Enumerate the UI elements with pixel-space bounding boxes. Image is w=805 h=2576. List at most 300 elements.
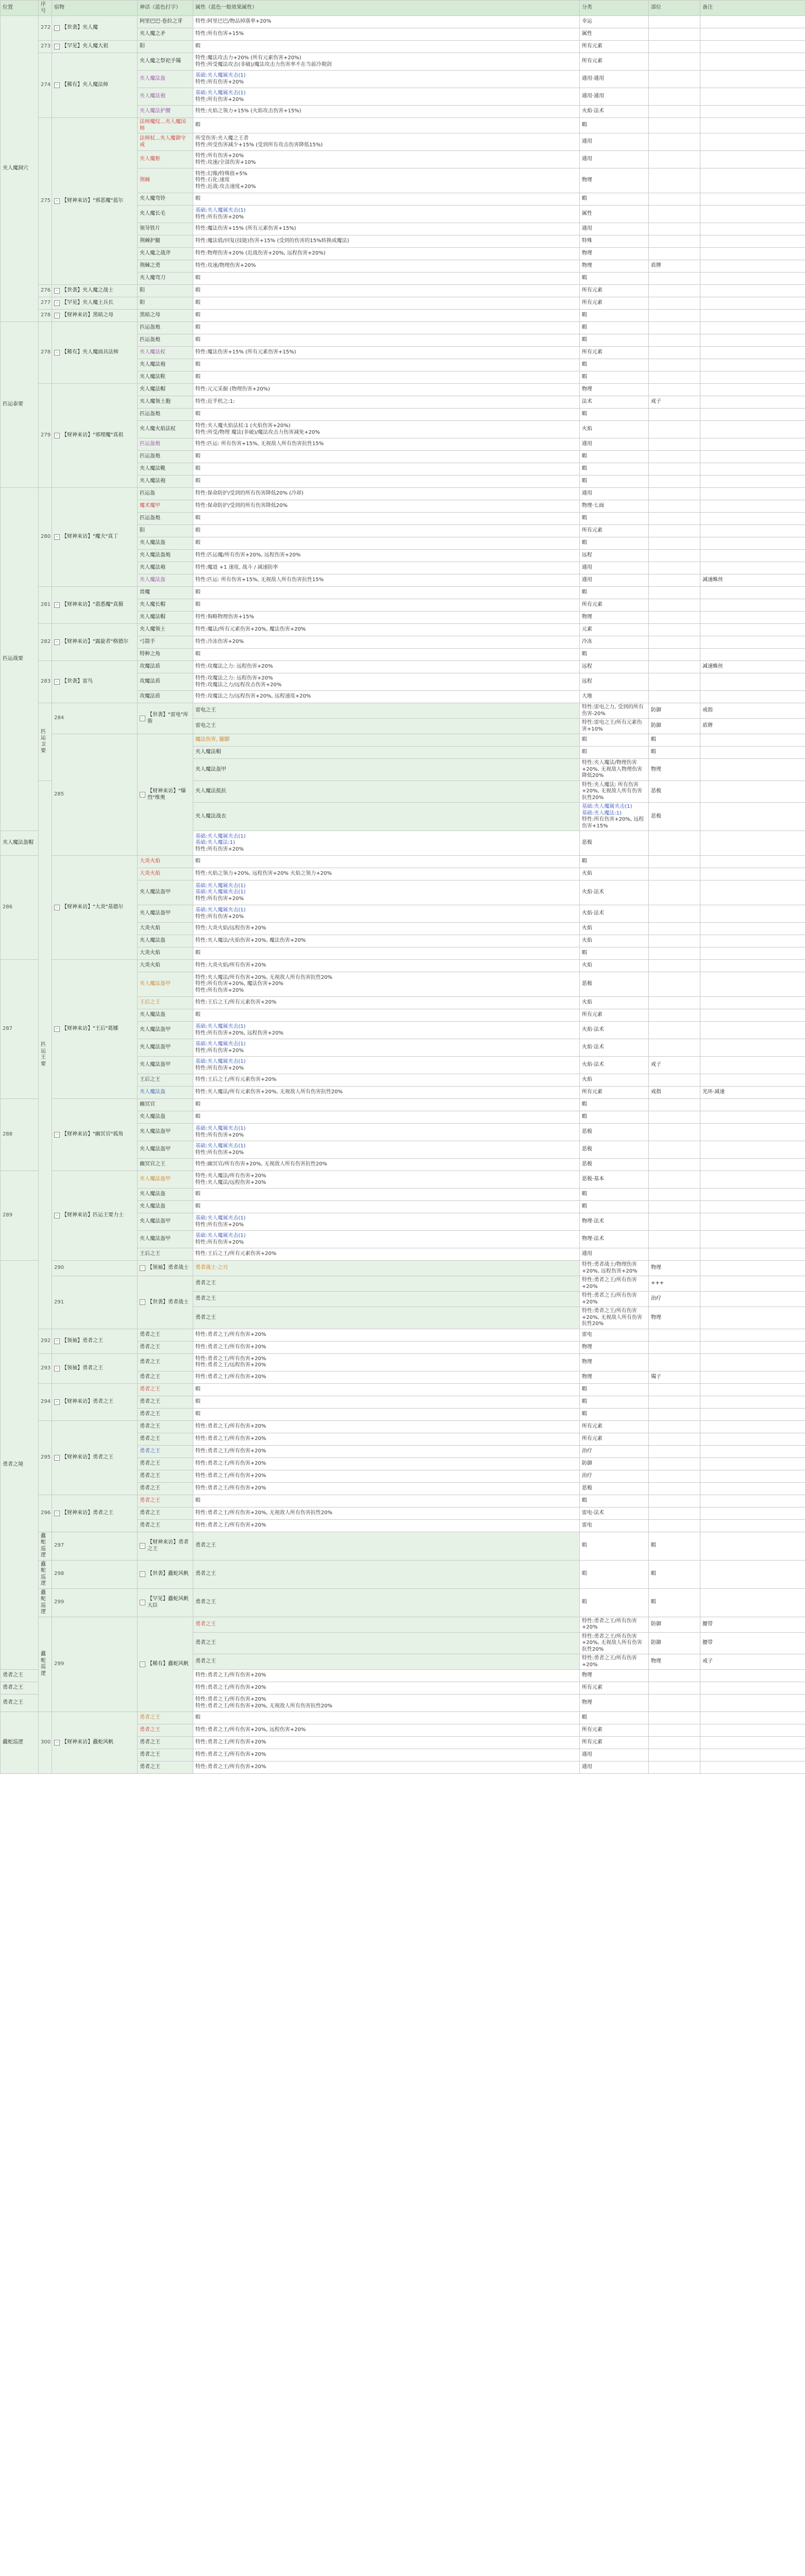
- item-cell[interactable]: 夹人魔法盔甲: [138, 1057, 193, 1074]
- category-cell[interactable]: 通用: [580, 1248, 649, 1261]
- slot-cell[interactable]: [649, 151, 700, 168]
- effects-cell[interactable]: [580, 781, 649, 803]
- slot-cell[interactable]: [700, 1276, 805, 1292]
- effects-cell[interactable]: [193, 1087, 580, 1099]
- category-cell[interactable]: 法术: [580, 396, 649, 409]
- category-cell[interactable]: 暇: [580, 359, 649, 371]
- note-cell[interactable]: [700, 649, 805, 661]
- item-cell[interactable]: 勇者之王: [138, 1383, 193, 1396]
- slot-cell[interactable]: [649, 463, 700, 476]
- category-cell[interactable]: 火焰: [580, 935, 649, 947]
- source-cell[interactable]: [138, 703, 193, 734]
- item-cell[interactable]: 夹人魔法盔: [138, 1201, 193, 1213]
- effects-cell[interactable]: [193, 1353, 580, 1371]
- item-cell[interactable]: 夹人魔法抵抗: [193, 781, 580, 803]
- collapse-icon[interactable]: -: [140, 1600, 145, 1605]
- source-cell[interactable]: [52, 16, 138, 41]
- effects-cell[interactable]: [193, 71, 580, 88]
- category-cell[interactable]: 暇: [580, 856, 649, 868]
- item-cell[interactable]: 雷电之王: [193, 719, 580, 734]
- item-cell[interactable]: 勇者之王: [138, 1353, 193, 1371]
- slot-cell[interactable]: [649, 1458, 700, 1470]
- category-cell[interactable]: 暇: [580, 1495, 649, 1507]
- category-cell[interactable]: 通用: [580, 562, 649, 574]
- item-cell[interactable]: 夹人魔法战衣: [193, 803, 580, 831]
- note-cell[interactable]: [700, 562, 805, 574]
- collapse-icon[interactable]: -: [54, 300, 60, 306]
- category-cell[interactable]: 暇: [580, 513, 649, 525]
- note-cell[interactable]: [700, 905, 805, 923]
- slot-cell[interactable]: [649, 1682, 700, 1694]
- effects-cell[interactable]: [193, 273, 580, 285]
- item-cell[interactable]: 夹人魔法帽: [138, 384, 193, 396]
- note-cell[interactable]: [700, 1329, 805, 1341]
- item-cell[interactable]: 夹人魔法盔: [138, 71, 193, 88]
- effects-cell[interactable]: [193, 1712, 580, 1724]
- index-cell[interactable]: 278: [39, 322, 52, 384]
- index-cell[interactable]: 292: [39, 1329, 52, 1353]
- slot-cell[interactable]: [649, 476, 700, 488]
- effects-cell[interactable]: [193, 550, 580, 562]
- effects-cell[interactable]: [193, 880, 580, 905]
- slot-cell[interactable]: [649, 28, 700, 41]
- effects-cell[interactable]: [580, 1617, 649, 1632]
- category-cell[interactable]: 物理: [580, 1694, 649, 1712]
- category-cell[interactable]: 物理: [580, 1353, 649, 1371]
- item-cell[interactable]: 匹运盔炮: [138, 322, 193, 334]
- note-cell[interactable]: [700, 1124, 805, 1141]
- note-cell[interactable]: [700, 118, 805, 133]
- index-cell[interactable]: 297: [52, 1532, 138, 1560]
- index-cell[interactable]: 281: [39, 587, 52, 624]
- note-cell[interactable]: [700, 1201, 805, 1213]
- item-cell[interactable]: 勇者之王: [138, 1341, 193, 1353]
- index-cell[interactable]: 288: [1, 1099, 39, 1171]
- item-cell[interactable]: 勇者之王: [138, 1420, 193, 1433]
- item-cell[interactable]: 大炎火焰: [138, 947, 193, 960]
- note-cell[interactable]: [700, 1670, 805, 1682]
- item-cell[interactable]: 夹人魔火焰法杖: [138, 421, 193, 438]
- note-cell[interactable]: [700, 612, 805, 624]
- source-cell[interactable]: [52, 1383, 138, 1420]
- category-cell[interactable]: 所有元素: [580, 1433, 649, 1445]
- category-cell[interactable]: 暇: [580, 451, 649, 463]
- slot-cell[interactable]: [649, 997, 700, 1009]
- index-cell[interactable]: 290: [52, 1261, 138, 1276]
- effects-cell[interactable]: [193, 960, 580, 972]
- item-cell[interactable]: 雷电之王: [193, 703, 580, 719]
- slot-cell[interactable]: [649, 106, 700, 118]
- source-cell[interactable]: [52, 661, 138, 703]
- item-cell[interactable]: 勇者之王: [193, 1654, 580, 1670]
- category-cell[interactable]: 防御: [649, 719, 700, 734]
- slot-cell[interactable]: [649, 1009, 700, 1022]
- effects-cell[interactable]: [193, 1507, 580, 1519]
- item-cell[interactable]: 夹人魔法盔: [138, 935, 193, 947]
- effects-cell[interactable]: [193, 1159, 580, 1171]
- note-cell[interactable]: [700, 525, 805, 537]
- source-cell[interactable]: [138, 1276, 193, 1329]
- index-cell[interactable]: 293: [39, 1353, 52, 1383]
- category-cell[interactable]: 大地: [580, 691, 649, 703]
- category-cell[interactable]: 通用: [580, 1761, 649, 1774]
- effects-cell[interactable]: [193, 53, 580, 71]
- category-cell[interactable]: 通用: [580, 438, 649, 451]
- item-cell[interactable]: 夹人魔法帽: [138, 612, 193, 624]
- note-cell[interactable]: [700, 151, 805, 168]
- index-cell[interactable]: 272: [39, 16, 52, 41]
- effects-cell[interactable]: [193, 525, 580, 537]
- note-cell[interactable]: [700, 880, 805, 905]
- source-cell[interactable]: [52, 41, 138, 53]
- effects-cell[interactable]: [193, 1329, 580, 1341]
- effects-cell[interactable]: [193, 1737, 580, 1749]
- slot-cell[interactable]: [649, 235, 700, 248]
- slot-cell[interactable]: [649, 421, 700, 438]
- category-cell[interactable]: 火焰: [580, 960, 649, 972]
- item-cell[interactable]: 勇者之王: [193, 1588, 580, 1617]
- category-cell[interactable]: 暇: [580, 947, 649, 960]
- note-cell[interactable]: [700, 260, 805, 273]
- effects-cell[interactable]: [580, 719, 649, 734]
- source-cell[interactable]: [52, 322, 138, 384]
- slot-cell[interactable]: [649, 1495, 700, 1507]
- slot-cell[interactable]: [649, 923, 700, 935]
- note-cell[interactable]: [700, 235, 805, 248]
- category-cell[interactable]: 属性: [580, 28, 649, 41]
- index-cell[interactable]: 289: [1, 1171, 39, 1261]
- item-cell[interactable]: 勇者之王: [193, 1632, 580, 1654]
- item-cell[interactable]: 勇者战士·之刃: [193, 1261, 580, 1276]
- effects-cell[interactable]: [193, 972, 580, 997]
- slot-cell[interactable]: [649, 168, 700, 193]
- source-cell[interactable]: [52, 624, 138, 661]
- category-cell[interactable]: 雷电: [580, 1329, 649, 1341]
- note-cell[interactable]: [700, 868, 805, 880]
- column-header-note[interactable]: 备注: [700, 1, 805, 16]
- note-cell[interactable]: [700, 1341, 805, 1353]
- collapse-icon[interactable]: -: [140, 1662, 145, 1667]
- effects-cell[interactable]: [193, 1039, 580, 1057]
- category-cell[interactable]: 物理: [580, 1670, 649, 1682]
- effects-cell[interactable]: [193, 1420, 580, 1433]
- effects-cell[interactable]: [193, 636, 580, 649]
- item-cell[interactable]: 勇者之王: [138, 1519, 193, 1532]
- category-cell[interactable]: 恶极: [580, 1141, 649, 1159]
- source-cell[interactable]: [52, 960, 138, 1099]
- category-cell[interactable]: 恶极: [580, 1482, 649, 1495]
- item-cell[interactable]: 勇者之王: [138, 1749, 193, 1761]
- slot-cell[interactable]: [649, 599, 700, 612]
- effects-cell[interactable]: [193, 106, 580, 118]
- effects-cell[interactable]: [193, 488, 580, 500]
- effects-cell[interactable]: [193, 1124, 580, 1141]
- note-cell[interactable]: [700, 273, 805, 285]
- note-cell[interactable]: [700, 1353, 805, 1371]
- item-cell[interactable]: 大炎火焰: [138, 868, 193, 880]
- note-cell[interactable]: [700, 960, 805, 972]
- item-cell[interactable]: 阳: [138, 41, 193, 53]
- effects-cell[interactable]: [193, 673, 580, 691]
- effects-cell[interactable]: [193, 451, 580, 463]
- slot-cell[interactable]: [649, 1353, 700, 1371]
- note-cell[interactable]: [700, 421, 805, 438]
- note-cell[interactable]: [700, 1159, 805, 1171]
- source-cell[interactable]: [52, 384, 138, 488]
- note-cell[interactable]: [700, 476, 805, 488]
- category-cell[interactable]: 暇: [580, 537, 649, 550]
- slot-cell[interactable]: [649, 1111, 700, 1124]
- collapse-icon[interactable]: -: [54, 639, 60, 645]
- item-cell[interactable]: 阳: [138, 297, 193, 310]
- position-cell[interactable]: 匹运王要: [39, 781, 52, 1329]
- index-cell[interactable]: 298: [52, 1560, 138, 1588]
- slot-cell[interactable]: [649, 1396, 700, 1408]
- note-cell[interactable]: [700, 1171, 805, 1189]
- effects-cell[interactable]: [193, 624, 580, 636]
- item-cell[interactable]: 勇者之王: [138, 1507, 193, 1519]
- note-cell[interactable]: [700, 935, 805, 947]
- item-cell[interactable]: 夹人魔之祭祀手镯: [138, 53, 193, 71]
- collapse-icon[interactable]: -: [54, 905, 60, 910]
- effects-cell[interactable]: [193, 537, 580, 550]
- effects-cell[interactable]: [193, 1495, 580, 1507]
- collapse-icon[interactable]: -: [140, 792, 145, 798]
- category-cell[interactable]: 雷电·法术: [580, 1507, 649, 1519]
- category-cell[interactable]: 暇: [649, 1588, 700, 1617]
- item-cell[interactable]: 夹人魔法盔: [138, 1087, 193, 1099]
- slot-cell[interactable]: [649, 673, 700, 691]
- effects-cell[interactable]: [580, 759, 649, 781]
- item-cell[interactable]: 勇者之王: [193, 1276, 580, 1292]
- category-cell[interactable]: 通用: [580, 223, 649, 235]
- slot-cell[interactable]: [700, 734, 805, 747]
- category-cell[interactable]: 物理: [580, 1371, 649, 1383]
- slot-cell[interactable]: [649, 451, 700, 463]
- note-cell[interactable]: [700, 1749, 805, 1761]
- item-cell[interactable]: 勇者之王: [193, 1307, 580, 1329]
- note-cell[interactable]: [700, 550, 805, 562]
- collapse-icon[interactable]: -: [140, 1543, 145, 1549]
- note-cell[interactable]: [700, 71, 805, 88]
- note-cell[interactable]: [700, 1482, 805, 1495]
- effects-cell[interactable]: [193, 206, 580, 223]
- effects-cell[interactable]: [580, 1276, 649, 1292]
- item-cell[interactable]: 大炎火焰: [138, 856, 193, 868]
- slot-cell[interactable]: [649, 947, 700, 960]
- category-cell[interactable]: 元素: [580, 624, 649, 636]
- effects-cell[interactable]: [193, 41, 580, 53]
- note-cell[interactable]: [700, 1248, 805, 1261]
- item-cell[interactable]: 勇者之王: [138, 1712, 193, 1724]
- item-cell[interactable]: 夹人魔法杖: [138, 347, 193, 359]
- effects-cell[interactable]: [193, 1213, 580, 1231]
- note-cell[interactable]: [700, 310, 805, 322]
- effects-cell[interactable]: [193, 151, 580, 168]
- effects-cell[interactable]: [193, 513, 580, 525]
- slot-cell[interactable]: [649, 905, 700, 923]
- category-cell[interactable]: 通用: [580, 1749, 649, 1761]
- index-cell[interactable]: 284: [52, 703, 138, 734]
- category-cell[interactable]: 属性: [580, 206, 649, 223]
- item-cell[interactable]: 夹人魔领土: [138, 624, 193, 636]
- note-cell[interactable]: [700, 1694, 805, 1712]
- category-cell[interactable]: 通用: [580, 574, 649, 587]
- effects-cell[interactable]: [193, 947, 580, 960]
- column-header-position[interactable]: 位置: [1, 1, 39, 16]
- category-cell[interactable]: 物理: [580, 248, 649, 260]
- effects-cell[interactable]: [193, 1248, 580, 1261]
- slot-cell[interactable]: [649, 972, 700, 997]
- effects-cell[interactable]: [193, 1408, 580, 1420]
- effects-cell[interactable]: [193, 1761, 580, 1774]
- effects-cell[interactable]: [193, 661, 580, 673]
- item-cell[interactable]: 勇者之王: [138, 1329, 193, 1341]
- source-cell[interactable]: [138, 1560, 193, 1588]
- item-cell[interactable]: 夹人魔长毛: [138, 206, 193, 223]
- category-cell[interactable]: 防御: [649, 703, 700, 719]
- item-cell[interactable]: 夹人魔法盔: [138, 1189, 193, 1201]
- slot-cell[interactable]: [649, 1694, 700, 1712]
- slot-cell[interactable]: [700, 1560, 805, 1588]
- collapse-icon[interactable]: -: [54, 350, 60, 355]
- effects-cell[interactable]: [193, 1111, 580, 1124]
- effects-cell[interactable]: [193, 1396, 580, 1408]
- index-cell[interactable]: 299: [52, 1588, 138, 1617]
- category-cell[interactable]: 防御: [649, 1617, 700, 1632]
- note-cell[interactable]: [700, 624, 805, 636]
- item-cell[interactable]: 夹人魔法盔: [138, 537, 193, 550]
- collapse-icon[interactable]: -: [54, 1132, 60, 1138]
- category-cell[interactable]: 火焰: [580, 923, 649, 935]
- category-cell[interactable]: 冷冻: [580, 636, 649, 649]
- collapse-icon[interactable]: -: [54, 44, 60, 49]
- note-cell[interactable]: [700, 1433, 805, 1445]
- category-cell[interactable]: 暇: [649, 747, 700, 759]
- slot-cell[interactable]: [649, 347, 700, 359]
- index-cell[interactable]: 276: [39, 285, 52, 297]
- slot-cell[interactable]: 戒子: [649, 396, 700, 409]
- slot-cell[interactable]: [649, 612, 700, 624]
- effects-cell[interactable]: [193, 691, 580, 703]
- item-cell[interactable]: 勇者之王: [138, 1396, 193, 1408]
- note-cell[interactable]: [700, 513, 805, 525]
- category-cell[interactable]: 防御: [649, 1632, 700, 1654]
- effects-cell[interactable]: [193, 599, 580, 612]
- note-cell[interactable]: [700, 359, 805, 371]
- item-cell[interactable]: 魔术魔甲: [138, 500, 193, 513]
- note-cell[interactable]: [700, 223, 805, 235]
- category-cell[interactable]: 恶极: [649, 781, 700, 803]
- effects-cell[interactable]: [193, 1670, 580, 1682]
- note-cell[interactable]: [700, 322, 805, 334]
- index-cell[interactable]: 294: [39, 1383, 52, 1420]
- note-cell[interactable]: [700, 1111, 805, 1124]
- item-cell[interactable]: 夹人魔领土胞: [138, 396, 193, 409]
- item-cell[interactable]: 幽冥官: [138, 1099, 193, 1111]
- slot-cell[interactable]: [649, 935, 700, 947]
- item-cell[interactable]: 荆棘: [138, 168, 193, 193]
- source-cell[interactable]: [52, 297, 138, 310]
- slot-cell[interactable]: [649, 223, 700, 235]
- effects-cell[interactable]: [193, 1009, 580, 1022]
- slot-cell[interactable]: [649, 310, 700, 322]
- note-cell[interactable]: [700, 1507, 805, 1519]
- note-cell[interactable]: [700, 1213, 805, 1231]
- collapse-icon[interactable]: -: [54, 1455, 60, 1461]
- effects-cell[interactable]: [193, 831, 580, 856]
- category-cell[interactable]: 物理·法术: [580, 1213, 649, 1231]
- slot-cell[interactable]: [700, 1532, 805, 1560]
- slot-cell[interactable]: [700, 1588, 805, 1617]
- index-cell[interactable]: 275: [39, 118, 52, 285]
- category-cell[interactable]: 物理: [580, 612, 649, 624]
- effects-cell[interactable]: [193, 396, 580, 409]
- effects-cell[interactable]: [193, 1682, 580, 1694]
- item-cell[interactable]: 勇者之王: [138, 1737, 193, 1749]
- slot-cell[interactable]: [649, 1470, 700, 1482]
- effects-cell[interactable]: [193, 1022, 580, 1039]
- note-cell[interactable]: [700, 297, 805, 310]
- effects-cell[interactable]: [193, 1141, 580, 1159]
- slot-cell[interactable]: 腰带: [700, 1632, 805, 1654]
- category-cell[interactable]: 通用: [580, 488, 649, 500]
- index-cell[interactable]: 274: [39, 53, 52, 118]
- item-cell[interactable]: 兽魔: [138, 587, 193, 599]
- category-cell[interactable]: 特殊: [580, 235, 649, 248]
- note-cell[interactable]: [700, 997, 805, 1009]
- slot-cell[interactable]: [649, 1433, 700, 1445]
- category-cell[interactable]: 火焰·法术: [580, 880, 649, 905]
- category-cell[interactable]: 暇: [580, 193, 649, 206]
- note-cell[interactable]: [700, 856, 805, 868]
- slot-cell[interactable]: [649, 1022, 700, 1039]
- slot-cell[interactable]: [649, 525, 700, 537]
- effects-cell[interactable]: [193, 1519, 580, 1532]
- note-cell[interactable]: [700, 206, 805, 223]
- slot-cell[interactable]: [649, 273, 700, 285]
- item-cell[interactable]: 夹人魔法盔甲: [138, 1213, 193, 1231]
- slot-cell[interactable]: [649, 1445, 700, 1458]
- item-cell[interactable]: 夹人魔法靴: [138, 463, 193, 476]
- item-cell[interactable]: 勇者之王: [138, 1724, 193, 1737]
- effects-cell[interactable]: [193, 1074, 580, 1087]
- category-cell[interactable]: 火焰: [580, 868, 649, 880]
- source-cell[interactable]: [52, 1495, 138, 1532]
- category-cell[interactable]: 物理·法术: [580, 1231, 649, 1248]
- slot-cell[interactable]: [649, 587, 700, 599]
- category-cell[interactable]: 恶极: [580, 831, 649, 856]
- collapse-icon[interactable]: -: [140, 1571, 145, 1577]
- category-cell[interactable]: 暇: [580, 118, 649, 133]
- note-cell[interactable]: [700, 347, 805, 359]
- category-cell[interactable]: 通用: [580, 133, 649, 151]
- category-cell[interactable]: 火焰·法术: [580, 1022, 649, 1039]
- slot-cell[interactable]: [649, 562, 700, 574]
- column-header-category[interactable]: 分类: [580, 1, 649, 16]
- item-cell[interactable]: 夹人魔之矛: [138, 28, 193, 41]
- effects-cell[interactable]: [193, 223, 580, 235]
- index-cell[interactable]: 282: [39, 624, 52, 661]
- item-cell[interactable]: 阳: [138, 285, 193, 297]
- slot-cell[interactable]: [649, 438, 700, 451]
- slot-cell[interactable]: [649, 1201, 700, 1213]
- note-cell[interactable]: [700, 972, 805, 997]
- slot-cell[interactable]: [649, 41, 700, 53]
- item-cell[interactable]: 攻魔法盾: [138, 691, 193, 703]
- effects-cell[interactable]: [193, 868, 580, 880]
- effects-cell[interactable]: [193, 587, 580, 599]
